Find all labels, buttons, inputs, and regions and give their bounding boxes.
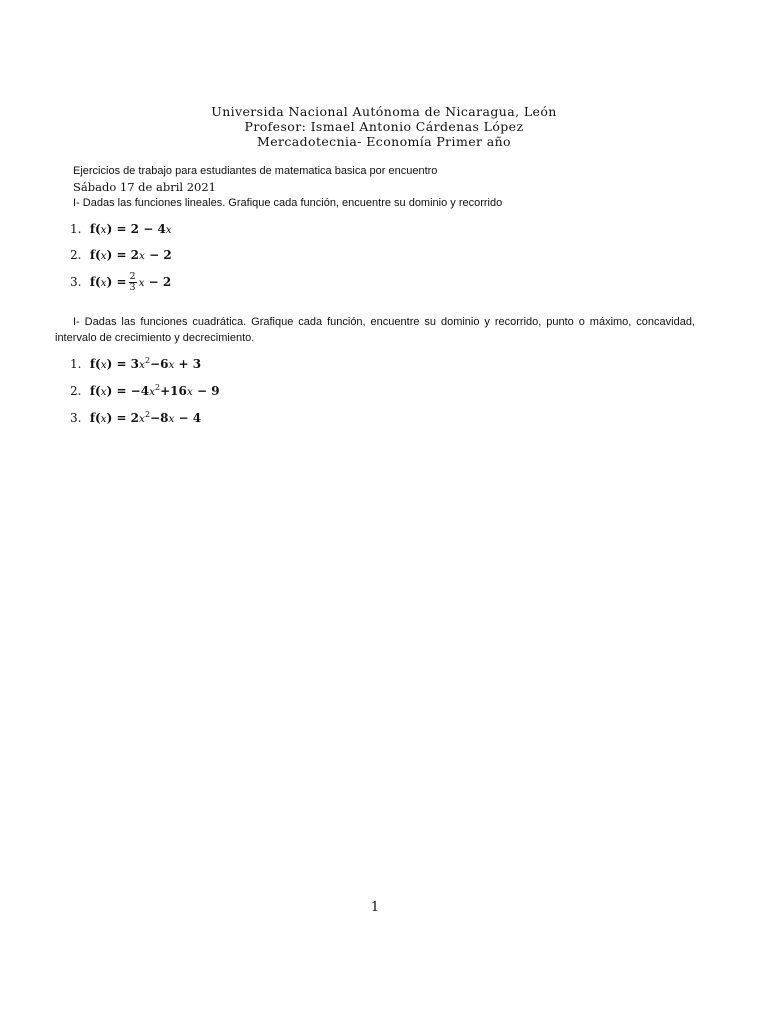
fraction: $\frac{2}{3}$	[129, 271, 136, 293]
quadratic-function-1	[70, 356, 201, 371]
page-number: 1	[370, 900, 380, 915]
item-number: 3.	[70, 275, 82, 289]
course-line: Mercadotecnia- Economía Primer año	[257, 134, 511, 149]
item-number: 3.	[70, 411, 82, 425]
quadratic-function-2	[70, 383, 220, 398]
function-expression: $f(x) = 3x^2-6x + 3$	[89, 356, 202, 371]
quadratic-function-3	[70, 410, 201, 425]
function-expression: $f(x) = -4x^2+16x - 9$	[89, 383, 220, 398]
document-header	[0, 104, 768, 149]
intro-block	[73, 163, 713, 211]
item-number: 2.	[70, 384, 82, 398]
item-number: 1.	[70, 222, 82, 236]
linear-function-2	[70, 248, 172, 262]
item-number: 2.	[70, 248, 82, 262]
function-expression: $f(x) = 2x^2-8x - 4$	[89, 410, 202, 425]
instruction-quadratic: I- Dadas las funciones cuadrática. Grafique cada función, encuentre su dominio y recorrido, punto o máximo, concavidad, intervalo de crecimiento y decrecimiento.	[55, 316, 695, 344]
linear-function-3	[70, 272, 171, 293]
instruction-linear: I- Dadas las funciones lineales. Grafique cada función, encuentre su dominio y recorrido	[73, 197, 503, 209]
university-title: Universida Nacional Autónoma de Nicaragua, León	[211, 104, 557, 119]
exercise-description: Ejercicios de trabajo para estudiantes de matematica basica por encuentro	[73, 165, 438, 177]
linear-function-1	[70, 222, 172, 236]
function-expression: f(x) = 2 − 4x	[89, 222, 172, 236]
date-line: Sábado 17 de abril 2021	[73, 180, 216, 194]
professor-line: Profesor: Ismael Antonio Cárdenas López	[244, 119, 524, 134]
item-number: 1.	[70, 357, 82, 371]
function-expression: f(x) = $\frac{2}{3}$ x − 2	[89, 271, 172, 293]
function-expression: f(x) = 2x − 2	[89, 248, 172, 262]
